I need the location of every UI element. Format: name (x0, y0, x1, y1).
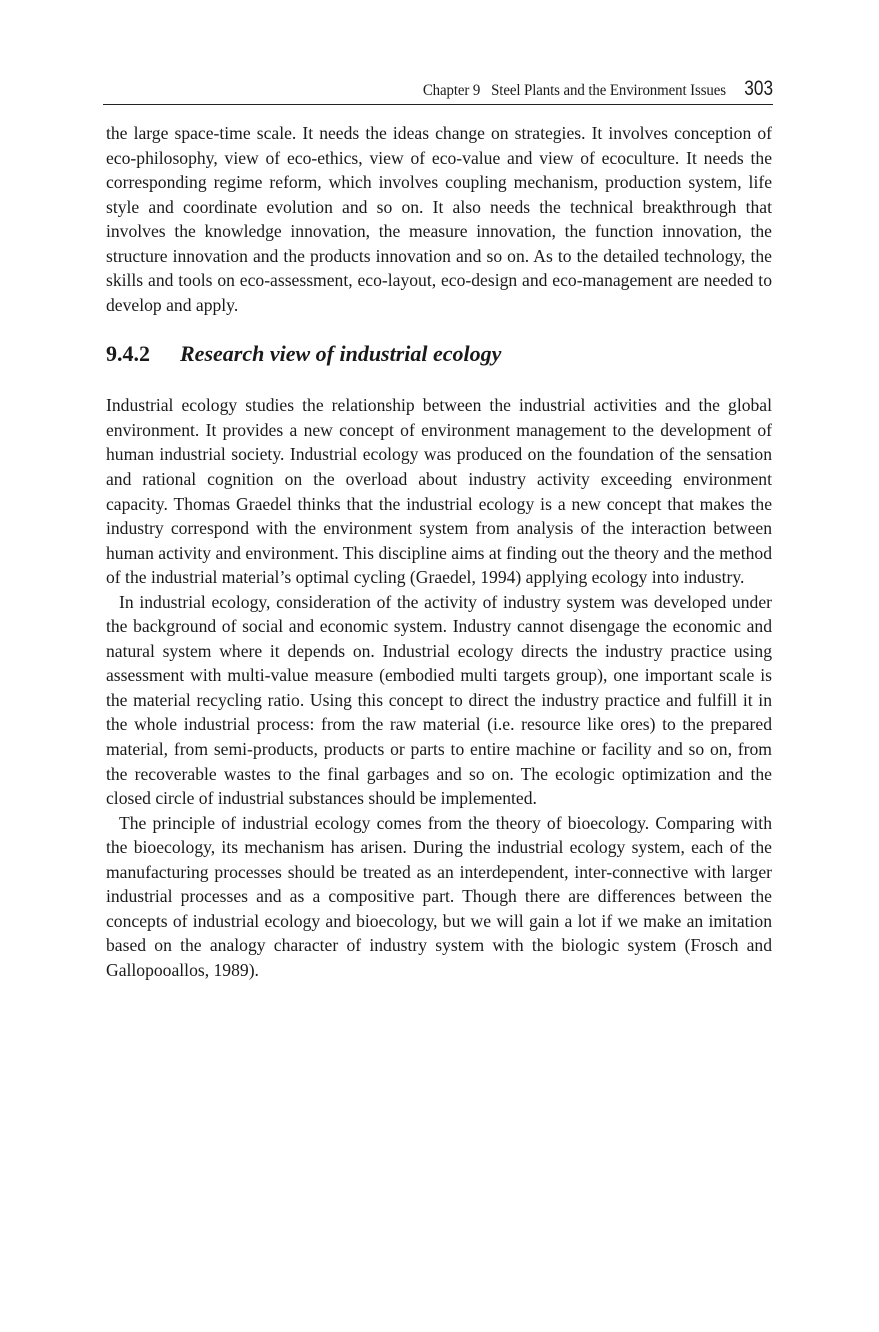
section-title: Research view of industrial ecology (180, 341, 502, 367)
page-number: 303 (744, 77, 773, 100)
body-paragraph: In industrial ecology, consideration of the activity of industry system was developed under the background of social and economic system. Industry cannot disengage the economic and natural system where it depends on. Industrial ecology directs the industry practice using assessment with multi-value measure (embodied multi targets group), one important scale is the material recycling ratio. Using this concept to direct the industry practice and fulfill it in the whole industrial process: from the raw material (i.e. resource like ores) to the prepared material, from semi-products, products or parts to entire machine or facility and so on, from the recoverable wastes to the final garbages and so on. The ecologic optimization and the closed circle of industrial substances should be implemented. (106, 591, 772, 809)
section-heading (106, 317, 772, 393)
running-header (103, 77, 773, 105)
body-paragraph: The principle of industrial ecology comes from the theory of bioecology. Comparing with the bioecology, its mechanism has arisen. During the industrial ecology system, each of the manufacturing processes should be treated as an interdependent, inter-connective with larger industrial processes and as a compositive part. Though there are differences between the concepts of industrial ecology and bioecology, but we will gain a lot if we make an imitation based on the analogy character of industry system with the biologic system (Frosch and Gallopooallos, 1989). (106, 812, 772, 980)
section-number: 9.4.2 (106, 341, 150, 367)
page-body (106, 121, 772, 983)
body-paragraph: Industrial ecology studies the relationship between the industrial activities and the global environment. It provides a new concept of environment management to the development of human industrial society. Industrial ecology was produced on the foundation of the sensation and rational cognition on the overload about industry activity exceeding environment capacity. Thomas Graedel thinks that the industrial ecology is a new concept that makes the industry correspond with the environment system from analysis of the interaction between human activity and environment. This discipline aims at finding out the theory and the method of the industrial material’s optimal cycling (Graedel, 1994) applying ecology into industry. (106, 395, 772, 588)
body-paragraph: the large space-time scale. It needs the ideas change on strategies. It involves conception of eco-philosophy, view of eco-ethics, view of eco-value and view of ecoculture. It needs the corresponding regime reform, which involves coupling mechanism, production system, life style and coordinate evolution and so on. It also needs the technical breakthrough that involves the knowledge innovation, the measure innovation, the function innovation, the structure innovation and the products innovation and so on. As to the detailed technology, the skills and tools on eco-assessment, eco-layout, eco-design and eco-management are needed to develop and apply. (106, 123, 772, 315)
chapter-title: Chapter 9 Steel Plants and the Environment Issues (422, 82, 726, 99)
